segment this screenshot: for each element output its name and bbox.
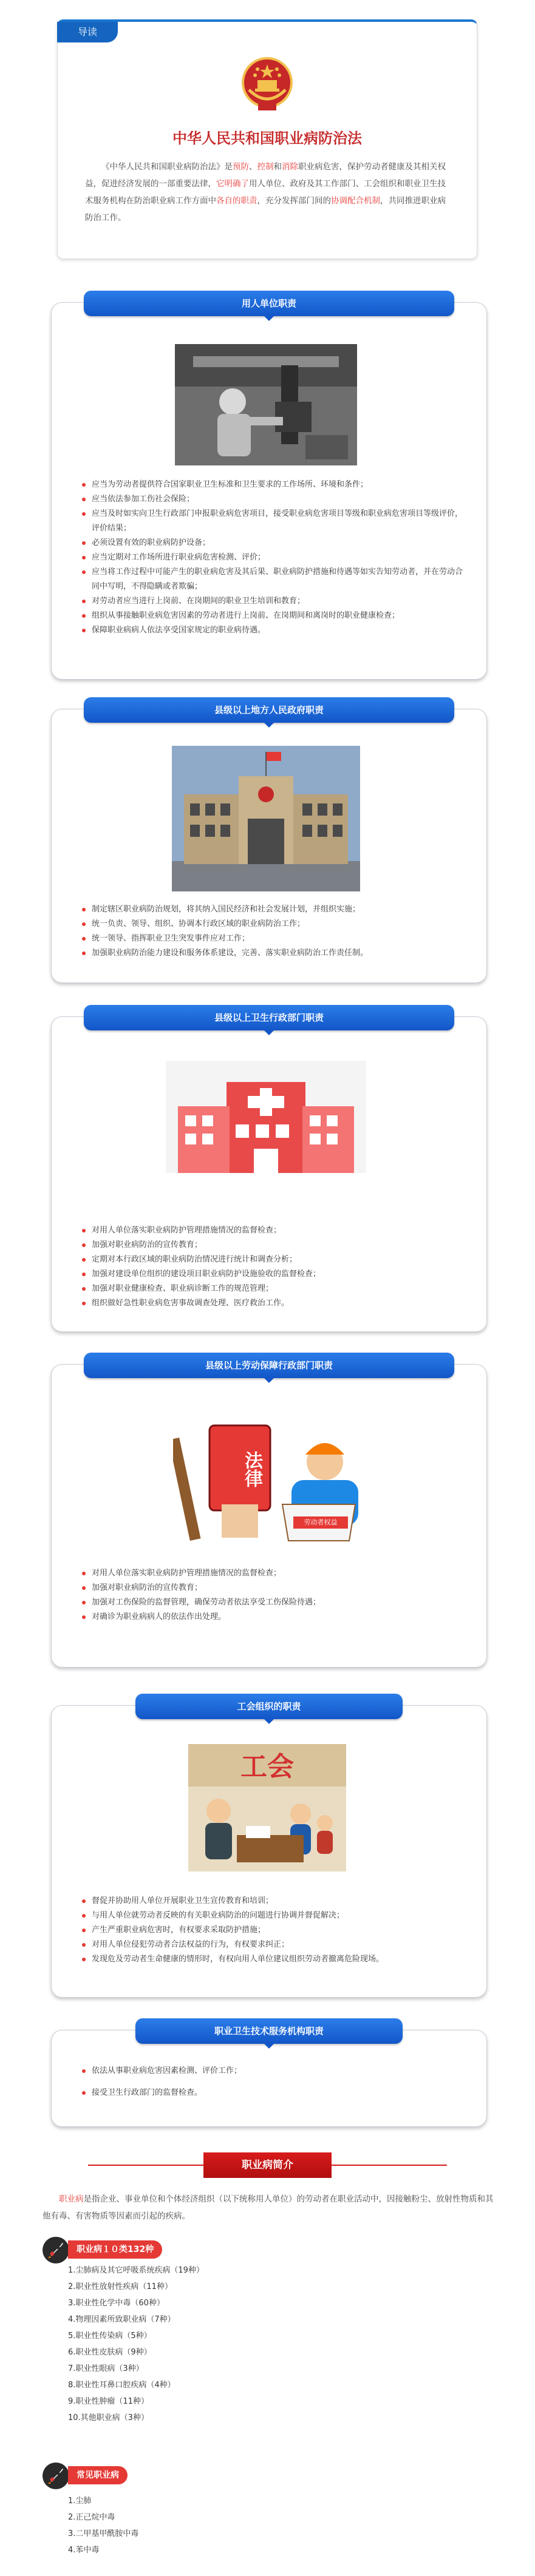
rocket-icon <box>43 2463 69 2489</box>
list-item: 1.尘肺病及其它呼吸系统疾病（19种） <box>68 2266 204 2275</box>
card-heading: 县级以上地方人民政府职责 <box>84 697 454 723</box>
list-item: 应当依法参加工伤社会保险； <box>81 492 463 507</box>
list-item: 发现危及劳动者生命健康的情形时，有权向用人单位建议组织劳动者撤离危险现场。 <box>81 1952 463 1967</box>
intro-text-segment: ，共同推进职业病防治工作。 <box>85 196 446 223</box>
list-item: 加强对职业病防治的宣传教育； <box>81 1581 463 1595</box>
intro-highlight: 控制 <box>257 162 274 172</box>
disease-description <box>43 2191 495 2225</box>
list-item: 督促并协助用人单位开展职业卫生宣传教育和培训； <box>81 1894 463 1908</box>
list-item: 3.职业性化学中毒（60种） <box>68 2299 165 2308</box>
list-item: 对劳动者应当进行上岗前、在岗期间的职业卫生培训和教育； <box>81 594 463 609</box>
common-diseases-tab: 常见职业病 <box>68 2466 128 2484</box>
list-item: 产生严重职业病危害时，有权要求采取防护措施； <box>81 1923 463 1938</box>
health-department-duties-card <box>51 1012 487 1332</box>
local-government-duties-card <box>51 705 487 983</box>
government-building-image <box>172 746 360 891</box>
list-item: 依法从事职业病危害因素检测、评价工作； <box>81 2064 463 2078</box>
disease-category-list <box>68 2262 311 2426</box>
list-item: 组织做好急性职业病危害事故调查处理、医疗救治工作。 <box>81 1296 463 1311</box>
rocket-icon <box>43 2237 69 2263</box>
list-item: 2.正己烷中毒 <box>68 2513 115 2522</box>
intro-paragraph <box>85 158 449 226</box>
list-item: 保障职业病病人依法享受国家规定的职业病待遇。 <box>81 623 463 638</box>
list-item: 1.尘肺 <box>68 2497 92 2506</box>
list-item: 6.职业性皮肤病（9种） <box>68 2348 152 2357</box>
intro-highlight: 它明确了 <box>216 179 249 189</box>
labor-department-duty-list <box>81 1566 463 1624</box>
list-item: 4.苯中毒 <box>68 2546 100 2555</box>
government-duty-list <box>81 902 463 961</box>
intro-highlight: 各自的职责 <box>216 196 257 206</box>
law-title: 中华人民共和国职业病防治法 <box>172 129 362 147</box>
technical-service-duty-list <box>81 2064 463 2100</box>
list-item: 3.二甲基甲酰胺中毒 <box>68 2529 139 2538</box>
list-item: 对用人单位落实职业病防护管理措施情况的监督检查； <box>81 1223 463 1238</box>
list-item: 7.职业性眼病（3种） <box>68 2364 144 2373</box>
list-item: 加强对建设单位组织的建设项目职业病防护设施验收的监督检查； <box>81 1267 463 1282</box>
list-item: 应当将工作过程中可能产生的职业病危害及其后果、职业病防护措施和待遇等如实告知劳动者，并在劳动合同中写明，不得隐瞒或者欺骗； <box>81 565 463 594</box>
rocket-icon-glyph <box>43 2463 69 2489</box>
rocket-icon-glyph <box>43 2237 69 2263</box>
list-item: 组织从事接触职业病危害因素的劳动者进行上岗前、在岗期间和离岗时的职业健康检查； <box>81 609 463 623</box>
intro-text-segment: 职业病危害，保护劳动者健康及其相关权益，促进经济发展的一部重要法律， <box>85 162 446 189</box>
hospital-image <box>166 1061 366 1173</box>
disease-text: 是指企业、事业单位和个体经济组织（以下统称用人单位）的劳动者在职业活动中，因接触粉尘、放射性物质和其他有毒、有害物质等因素而引起的疾病。 <box>43 2194 494 2221</box>
list-item: 制定辖区职业病防治规划，将其纳入国民经济和社会发展计划，并组织实施； <box>81 902 463 917</box>
employer-duty-list <box>81 478 463 638</box>
list-item: 定期对本行政区域的职业病防治情况进行统计和调查分析； <box>81 1253 463 1267</box>
list-item: 对用人单位侵犯劳动者合法权益的行为，有权要求纠正； <box>81 1938 463 1952</box>
list-item: 对确诊为职业病病人的依法作出处理。 <box>81 1610 463 1624</box>
intro-card <box>57 19 477 259</box>
factory-worker-image <box>175 344 357 465</box>
list-item: 必须设置有效的职业病防护设备； <box>81 536 463 550</box>
list-item: 加强对职业健康检查、职业病诊断工作的规范管理； <box>81 1282 463 1296</box>
intro-text-segment: 《中华人民共和国职业病防治法》是 <box>101 162 233 172</box>
card-heading: 职业卫生技术服务机构职责 <box>135 2018 403 2044</box>
labor-law-text: 法律 <box>241 1451 262 1487</box>
list-item: 加强职业病防治能力建设和服务体系建设，完善、落实职业病防治工作责任制。 <box>81 946 463 961</box>
intro-text-segment: ，充分发挥部门间的 <box>257 196 331 206</box>
disease-categories-tab: 职业病１０类132种 <box>68 2240 162 2259</box>
intro-text-segment: 、 <box>249 162 257 172</box>
trade-union-duties-card <box>51 1701 487 1998</box>
employer-duties-card <box>51 298 487 680</box>
health-department-duty-list <box>81 1223 463 1311</box>
trade-union-image <box>188 1744 346 1871</box>
trade-union-duty-list <box>81 1894 463 1967</box>
technical-service-duties-card <box>51 2026 487 2127</box>
list-item: 2.职业性放射性疾病（11种） <box>68 2282 172 2291</box>
list-item: 加强对工伤保险的监督管理，确保劳动者依法享受工伤保险待遇； <box>81 1595 463 1610</box>
union-sign-text: 工会 <box>240 1751 294 1782</box>
labor-rights-image <box>173 1419 367 1547</box>
list-item: 8.职业性耳鼻口腔疾病（4种） <box>68 2381 175 2390</box>
labor-department-duties-card <box>51 1360 487 1668</box>
list-item: 5.职业性传染病（5种） <box>68 2331 152 2341</box>
card-heading: 工会组织的职责 <box>135 1694 403 1719</box>
labor-badge-text: 劳动者权益 <box>293 1516 348 1529</box>
intro-tag: 导读 <box>57 22 118 42</box>
card-heading: 用人单位职责 <box>84 291 454 316</box>
list-item: 对用人单位落实职业病防护管理措施情况的监督检查； <box>81 1566 463 1581</box>
list-item: 应当及时如实向卫生行政部门申报职业病危害项目，接受职业病危害项目等级和职业病危害项目等级评价，评价结果； <box>81 507 463 536</box>
intro-text-segment: 和 <box>273 162 282 172</box>
card-heading: 县级以上劳动保障行政部门职责 <box>84 1353 454 1378</box>
intro-highlight: 预防 <box>233 162 249 172</box>
national-emblem-icon <box>237 53 298 114</box>
list-item: 应当定期对工作场所进行职业病危害检测、评价； <box>81 550 463 565</box>
disease-term: 职业病 <box>59 2194 84 2204</box>
common-disease-list <box>68 2493 311 2558</box>
list-item: 加强对职业病防治的宣传教育； <box>81 1238 463 1253</box>
list-item: 4.物理因素所致职业病（7种） <box>68 2315 175 2324</box>
list-item: 统一领导、指挥职业卫生突发事件应对工作； <box>81 931 463 946</box>
list-item: 与用人单位就劳动者反映的有关职业病防治的问题进行协调并督促解决； <box>81 1908 463 1923</box>
list-item: 应当为劳动者提供符合国家职业卫生标准和卫生要求的工作场所、环境和条件； <box>81 478 463 492</box>
list-item: 接受卫生行政部门的监督检查。 <box>81 2086 463 2100</box>
intro-text-segment: 用人单位、政府及其工作部门、工会组织和职业卫生技术服务机构在防治职业病工作方面中 <box>85 179 446 206</box>
card-heading: 县级以上卫生行政部门职责 <box>84 1005 454 1030</box>
list-item: 10.其他职业病（3种） <box>68 2413 149 2422</box>
intro-highlight: 协调配合机制 <box>331 196 380 206</box>
intro-highlight: 消除 <box>282 162 298 172</box>
list-item: 统一负责、领导、组织、协调本行政区域的职业病防治工作； <box>81 917 463 931</box>
disease-intro-banner: 职业病简介 <box>203 2152 332 2178</box>
list-item: 9.职业性肿瘤（11种） <box>68 2397 149 2406</box>
